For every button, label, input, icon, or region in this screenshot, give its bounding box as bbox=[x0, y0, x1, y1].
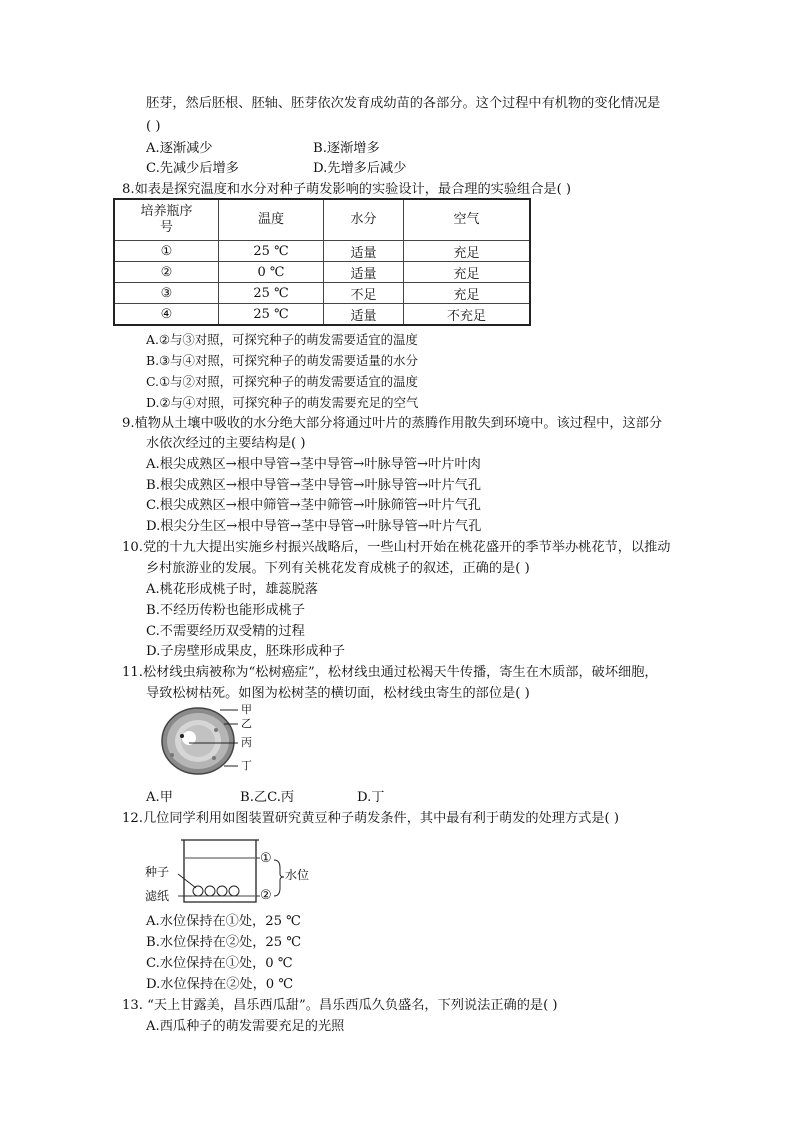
q9-option-b: B.根尖成熟区→根中导管→茎中导管→叶脉导管→叶片气孔 bbox=[146, 478, 482, 493]
q8-option-c: C.①与②对照，可探究种子的萌发需要适宜的温度 bbox=[146, 374, 418, 389]
q9-option-a: A.根尖成熟区→根中导管→茎中导管→叶脉导管→叶片叶肉 bbox=[146, 457, 481, 472]
q12-option-c: C.水位保持在①处，0 ℃ bbox=[146, 956, 293, 971]
q10-option-c: C.不需要经历双受精的过程 bbox=[146, 624, 305, 639]
table-cell: 不充足 bbox=[404, 304, 531, 326]
q12-option-d: D.水位保持在②处，0 ℃ bbox=[146, 977, 294, 992]
fig-label-yi: 乙 bbox=[241, 717, 252, 730]
table-row bbox=[114, 304, 530, 326]
table-cell: 0 ℃ bbox=[219, 262, 324, 283]
table-header-cell: 培养瓶序 号 bbox=[114, 199, 219, 241]
q8-stem: 8.如表是探究温度和水分对种子萌发影响的实验设计，最合理的实验组合是( ) bbox=[122, 182, 572, 197]
q11-stem-line2: 导致松树枯死。如图为松树茎的横切面，松材线虫寄生的部位是( ) bbox=[146, 686, 530, 701]
q7-stem-line1: 胚芽，然后胚根、胚轴、胚芽依次发育成幼苗的各部分。这个过程中有机物的变化情况是 bbox=[146, 96, 661, 111]
table-row bbox=[114, 262, 530, 283]
q11-option-d: D.丁 bbox=[357, 790, 385, 805]
q12-stem: 12.几位同学利用如图装置研究黄豆种子萌发条件，其中最有利于萌发的处理方式是( ) bbox=[122, 811, 620, 826]
table-cell: 适量 bbox=[324, 241, 404, 262]
q12-option-b: B.水位保持在②处，25 ℃ bbox=[146, 935, 302, 950]
q12-option-a: A.水位保持在①处，25 ℃ bbox=[146, 914, 301, 929]
q11-stem-line1: 11.松材线虫病被称为“松树癌症”，松材线虫通过松褐天牛传播，寄生在木质部，破坏细胞， bbox=[122, 665, 658, 680]
q13-option-a: A.西瓜种子的萌发需要充足的光照 bbox=[146, 1019, 345, 1034]
q9-option-c: C.根尖成熟区→根中筛管→茎中筛管→叶脉筛管→叶片气孔 bbox=[146, 498, 481, 513]
q9-option-d: D.根尖分生区→根中导管→茎中导管→叶脉导管→叶片气孔 bbox=[146, 519, 482, 534]
table-row bbox=[114, 283, 530, 304]
fig-label-level-1: ① bbox=[260, 851, 272, 866]
fig-label-bing: 丙 bbox=[241, 736, 252, 749]
q10-stem-line1: 10.党的十九大提出实施乡村振兴战略后，一些山村开始在桃花盛开的季节举办桃花节，以推动 bbox=[122, 540, 671, 555]
table-row bbox=[114, 241, 530, 262]
q7-stem-line2: ( ) bbox=[146, 119, 161, 134]
q7-option-b: B.逐渐增多 bbox=[313, 141, 380, 156]
fig-label-seed: 种子 bbox=[145, 865, 170, 879]
q8-option-b: B.③与④对照，可探究种子的萌发需要适量的水分 bbox=[146, 353, 418, 368]
q11-option-bc: B.乙C.丙 bbox=[240, 790, 295, 805]
q8-option-a: A.②与③对照，可探究种子的萌发需要适宜的温度 bbox=[146, 332, 418, 347]
table-cell: ② bbox=[114, 262, 219, 283]
table-cell: 充足 bbox=[404, 241, 531, 262]
fig-label-jia: 甲 bbox=[241, 703, 252, 716]
q10-stem-line2: 乡村旅游业的发展。下列有关桃花发育成桃子的叙述，正确的是( ) bbox=[146, 561, 530, 576]
experiment-table bbox=[113, 198, 531, 326]
table-cell: 适量 bbox=[324, 304, 404, 326]
table-cell: ① bbox=[114, 241, 219, 262]
table-cell: ④ bbox=[114, 304, 219, 326]
q10-option-a: A.桃花形成桃子时，雄蕊脱落 bbox=[146, 582, 318, 597]
table-cell: 25 ℃ bbox=[219, 304, 324, 326]
q13-stem: 13. “天上甘露美，昌乐西瓜甜”。昌乐西瓜久负盛名，下列说法正确的是( ) bbox=[122, 998, 558, 1013]
q9-stem-line2: 水依次经过的主要结构是( ) bbox=[146, 436, 306, 451]
table-cell: 充足 bbox=[404, 262, 531, 283]
q7-option-a: A.逐渐减少 bbox=[146, 141, 213, 156]
table-cell: 25 ℃ bbox=[219, 283, 324, 304]
table-cell: ③ bbox=[114, 283, 219, 304]
table-header-cell: 温度 bbox=[219, 199, 324, 241]
table-cell: 不足 bbox=[324, 283, 404, 304]
q10-option-d: D.子房壁形成果皮，胚珠形成种子 bbox=[146, 644, 345, 659]
fig-label-filter-paper: 滤纸 bbox=[145, 889, 170, 903]
q7-option-d: D.先增多后减少 bbox=[313, 161, 407, 176]
table-cell: 25 ℃ bbox=[219, 241, 324, 262]
fig-label-water-level: 水位 bbox=[285, 868, 310, 882]
table-header-cell: 水分 bbox=[324, 199, 404, 241]
table-cell: 适量 bbox=[324, 262, 404, 283]
fig-label-level-2: ② bbox=[260, 888, 272, 903]
q10-option-b: B.不经历传粉也能形成桃子 bbox=[146, 603, 305, 618]
fig-label-ding: 丁 bbox=[241, 759, 252, 772]
q11-option-a: A.甲 bbox=[146, 790, 173, 805]
q8-option-d: D.②与④对照，可探究种子的萌发需要充足的空气 bbox=[146, 395, 419, 410]
table-header-row bbox=[114, 199, 530, 241]
q9-stem-line1: 9.植物从土壤中吸收的水分绝大部分将通过叶片的蒸腾作用散失到环境中。该过程中，这部分 bbox=[122, 416, 663, 431]
q7-option-c: C.先减少后增多 bbox=[146, 161, 239, 176]
table-header-cell: 空气 bbox=[404, 199, 531, 241]
table-cell: 充足 bbox=[404, 283, 531, 304]
